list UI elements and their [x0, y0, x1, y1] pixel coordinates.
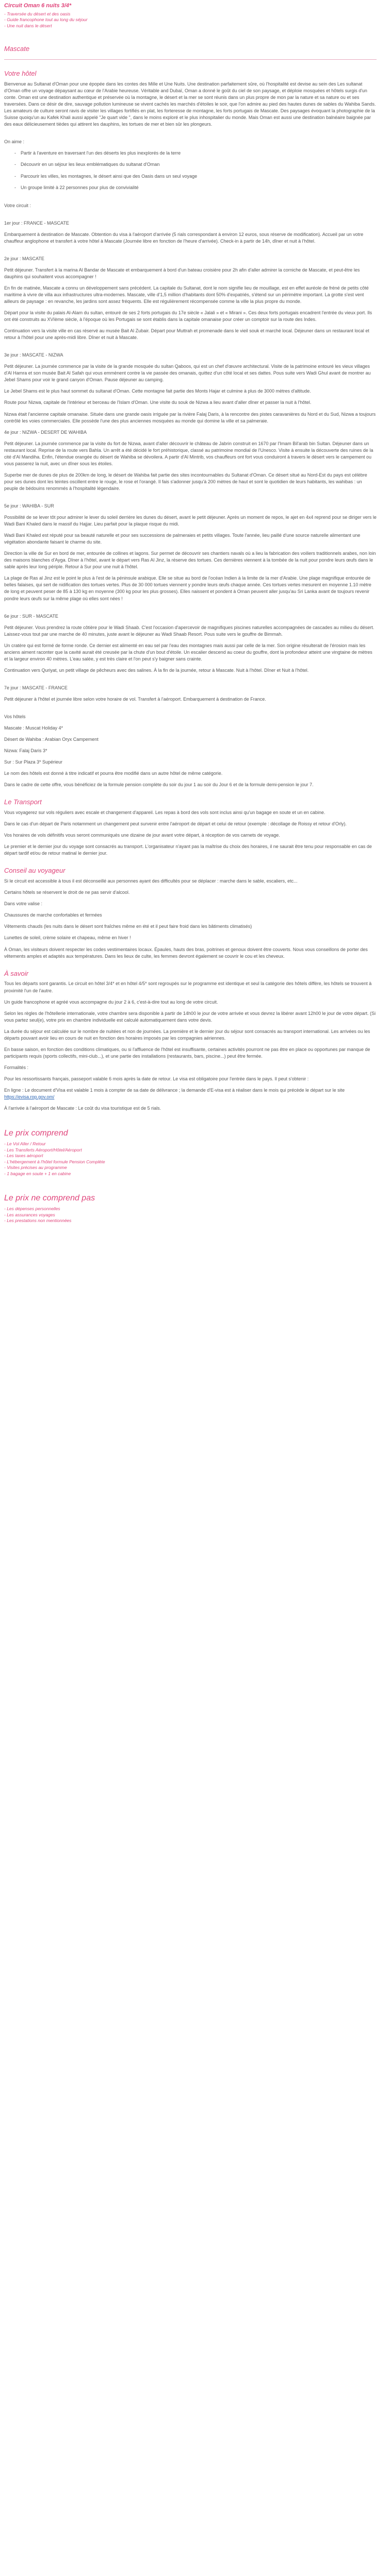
- avoir-text: En basse saison, en fonction des conditions climatiques, ou si l'affluence de l'hôtel est insuffisante, certaines activités pourront ne pas être en place ou opportunes par manque de participants requis (sports collectifs, mini-club...), et une partie des installations (restaurants, bars, piscine...) peut être fermée.: [4, 1046, 370, 1059]
- conseils-text: Chaussures de marche confortables et fermées: [4, 912, 102, 918]
- evisa-text: En ligne : Le document d'Visa est valable 1 mois à compter de sa date de délivrance ; la demande d'E-visa est à réaliser dans le mois qui précède le départ sur le site: [4, 1087, 345, 1093]
- conseils-heading: Conseil au voyageur: [4, 867, 66, 875]
- hotel-heading: Votre hôtel: [4, 70, 37, 78]
- prix-ne-comprend-heading: Le prix ne comprend pas: [4, 1194, 95, 1203]
- list-item: - Les Transferts Aéroport/Hôtel/Aéroport: [4, 1147, 82, 1153]
- list-item: - Les prestations non mentionnées: [4, 1218, 72, 1224]
- hotels-note: Dans le cadre de cette offre, vous bénéficiez de la formule pension complète du soir du jour 1 au soir du Jour 6 et de la formule demi-pension le jour 7.: [4, 782, 314, 788]
- day-7: [4, 685, 377, 703]
- day-3: [4, 352, 377, 424]
- day-text: Petit déjeuner à l'hôtel et journée libre selon votre horaire de vol. Transfert à l'aéroport. Embarquement à destination de France.: [4, 696, 266, 702]
- day-text: Wadi Bani Khaled est réputé pour sa beauté naturelle et pour ses successions de palmeraies et petits villages. Toute l'année, lieu paillé d'une source naturelle alimentant une végétation abondante faisant le charme du site.: [4, 533, 361, 545]
- day-heading: 1er jour : FRANCE - MASCATE: [4, 220, 69, 226]
- avoir-text: Tous les départs sont garantis. Le circuit en hôtel 3/4* et en hôtel 4/5* sont regroupés sur le programme est identique et seul la catégorie des hôtels diffère, les hôtels se trouvent à proximité l'un de l'autre.: [4, 981, 372, 993]
- day-5: [4, 503, 377, 602]
- hotel-line: Mascate : Muscat Holiday 4*: [4, 725, 63, 731]
- day-text: Embarquement à destination de Mascate. Obtention du visa à l'aéroport d'arrivée (5 rials correspondant à environ 12 euros, sous réserve de modification). Accueil par un votre chauffeur anglophone et transfert à votre hôtel à Mascate (Journée libre en fonction de l'heure d'arrivée). Check-in à partir de 14h, dîner et nuit à l'hôtel.: [4, 231, 364, 244]
- transport-heading: Le Transport: [4, 798, 42, 806]
- day-text: Petit déjeuner. La journée commence par la visite du fort de Nizwa, avant d'aller découvrir le château de Jabrin construit en 1670 par l'Imam Bil'arab bin Sultan. Déjeuner dans un restaurant local. Reprise de la route vers Bahla. Un arrêt a été décidé le fort préhistorique, classé au patrimoine mondial de l'Unesco. Visite à ensuite la découverte des ruines de la cité d'Al Mandiha. Enfin, l'étendue orangée du désert de Wahiba se dévoilera. A partir d'Al Mintrib, vos chauffeurs ont fort vous conduiront à travers le désert vers le campement ou vous passerez la nuit, avec un dîner sous les étoiles.: [4, 440, 373, 466]
- conseils-text: Certains hôtels se réservent le droit de ne pas servir d'alcool.: [4, 890, 130, 895]
- avoir-text: [4, 1087, 377, 1100]
- day-text: Possibilité de se lever tôt pour admirer le lever du soleil derrière les dunes du désert, avant le petit déjeuner. Après un moment de repos, le ajet en 4x4 reprend pour se diriger vers le Wadi Bani Khaled dans le massif du Hajjar. Lieu parfait pour la plaque risque du midi.: [4, 515, 377, 527]
- divider: [4, 59, 377, 60]
- list-item: - Le Vol Aller / Retour: [4, 1141, 46, 1147]
- hotels-label: Vos hôtels: [4, 714, 26, 719]
- hotel-line: Nizwa: Falaj Daris 3*: [4, 748, 47, 754]
- day-6: [4, 613, 377, 674]
- day-text: Petit déjeuner. La journée commence par la visite de la grande mosquée du sultan Qaboos, qui est un chef d'œuvre architectural. Visite de la patrimoine entouré les vieux villages d'Al Hamra et son musée Bait Al Safah qui vous emmènent contre la vie passée des omanais, quittez d'un côté local et ses dattes. Pous suite vers Wadi Ghul avant de montrer au Jebel Shams pour voir le grand canyon d'Oman. Pause déjeuner au camping.: [4, 364, 371, 383]
- day-heading: 6e jour : SUR - MASCATE: [4, 613, 58, 619]
- day-text: Direction la ville de Sur en bord de mer, entourée de collines et lagons. Sur permet de découvrir ses chantiers navals où a lieu la fabrication des voiliers traditionnels arabes, non loin des maisons blanches d'Ayga. Dîner à l'hôtel, avant le départ vers Ras Al Jinz, la réserve des tortues. Ces dernières viennent à la tombée de la nuit pour pondre leurs œufs dans le sable après leur long périple. Retour à Sur pour une nuit à l'hôtel.: [4, 551, 376, 570]
- day-text: Départ pour la visite du palais Al-Alam du sultan, entouré de ses 2 forts portugais du 17e siècle « Jalali » et « Mirani ». Ces deux forts portugais encadrent l'entrée du vieux port. Ils ont été construits au XVIème siècle, à l'époque où les Portugais se sont établis dans la capitale omanaise pour créer un comptoir sur la route des Indes.: [4, 310, 372, 323]
- day-text: Route pour Nizwa, capitale de l'intérieur et berceau de l'Islam d'Oman. Une visite du souk de Nizwa a lieu avant d'aller dîner et passer la nuit à l'hôtel.: [4, 400, 312, 405]
- avoir-text: Formalités :: [4, 1064, 29, 1070]
- hotel-line: Sur : Sur Plaza 3* Supérieur: [4, 759, 63, 765]
- day-text: Un cratère qui est formé de forme ronde. Ce dernier est alimenté en eau sel par l'eau des montagnes mais aussi par celle de la mer. Son origine résulterait de l'érosion mais les anciens aiment raconter que la cavité aurait été creusée par la chute d'un bout d'étoile. Un escalier descend au coeur du gouffre, dont la profondeur atteint une vingtaine de mètres et la largeur environ 40 mètres. L'eau salée, y est très claire et l'on peut s'y baigner sans crainte.: [4, 642, 372, 662]
- list-item: - Les assurances voyages: [4, 1212, 55, 1217]
- conseils-text: Lunettes de soleil, crème solaire et chapeau, même en hiver !: [4, 935, 131, 941]
- day-heading: 7e jour : MASCATE - FRANCE: [4, 685, 68, 690]
- avoir-text: Un guide francophone et agréé vous accompagne du jour 2 à 6, c'est-à-dire tout au long de votre circuit.: [4, 999, 218, 1005]
- list-item: - Les dépenses personnelles: [4, 1206, 60, 1212]
- header: [4, 2, 377, 29]
- header-line: - Une nuit dans le désert: [4, 23, 52, 28]
- day-1: [4, 220, 377, 245]
- day-text: Continuation vers Quriyat, un petit village de pêcheurs avec des salines. À la fin de la journée, retour à Mascate. Nuit à l'hôtel. Dîner et Nuit à l'hôtel.: [4, 667, 309, 673]
- conseils-text: Vêtements chauds (les nuits dans le désert sont fraîches même en été et il peut faire froid dans les bâtiments climatisés): [4, 924, 252, 929]
- conseils-text: Dans votre valise :: [4, 901, 43, 907]
- evisa-link[interactable]: https://evisa.rop.gov.om/: [4, 1094, 55, 1100]
- hotels-section: [4, 714, 377, 788]
- day-text: Le Jebel Shams est le plus haut sommet du sultanat d'Oman. Cette montagne fait partie des Monts Hajar et culmine à plus de 3000 mètres d'altitude.: [4, 388, 311, 394]
- transport-text: Vos horaires de vols définitifs vous seront communiqués une dizaine de jour avant votre départ, à réception de vos carnets de voyage.: [4, 833, 280, 838]
- avoir-text: La durée du séjour est calculée sur le nombre de nuitées et non de journées. La première et le dernier jour du séjour sont consacrés au transport international. Les arrivées ou les départs pouvant avoir lieu en cours de nuit en fonction des horaires imposés par les compagnies aériennes.: [4, 1028, 370, 1041]
- day-heading: 2e jour : MASCATE: [4, 256, 44, 261]
- header-line: - Traversée du désert et des oasis: [4, 11, 71, 16]
- day-text: Nizwa était l'ancienne capitale omanaise. Située dans une grande oasis irriguée par la rivière Falaj Daris, à la rencontre des pistes caravanières du Nord et du Sud, Nizwa a toujours contrôlé les voies commerciales. Elle possède l'une des plus anciennes mosquées au monde qui domine la ville et sa palmeraie.: [4, 411, 376, 423]
- list-item: - Les taxes aéroport: [4, 1153, 43, 1159]
- day-text: Petit déjeuner. Transfert à la marina Al Bandar de Mascate et embarquement à bord d'un bateau croisière pour 2h afin d'aller admirer la corniche de Mascate, et peut-être les dauphins qui souhaitent vous accompagner !: [4, 267, 360, 279]
- avoir-text: Selon les règles de l'hôtellerie internationale, votre chambre sera disponible à partir de 14h00 le jour de votre arrivée et vous devrez la libérer avant 12h00 le jour de votre départ. (Si vous partez seul(e), votre prix en chambre individuelle est calculé automatiquement dans votre devis.: [4, 1010, 376, 1023]
- day-text: La plage de Ras al Jinz est le point le plus à l'est de la péninsule arabique. Elle se situe au bord de l'océan Indien à la limite de la mer d'Arabie. Une plage magnifique entourée de belles falaises, qui sert de nidification des tortues vertes. Plus de 30 000 tortues viennent y pondre leurs œufs chaque année. Ces tortues vertes mesurent en moyenne 1.10 mètre de long et peuvent peser de 85 à 130 kg en moyenne (300 kg pour les plus grosses). Elles naissent et pondent à Oman peuvent aller jusqu'au Sri Lanka avant de toujours revenir pondre leurs œufs sur la même plage où elles sont nées !: [4, 575, 371, 601]
- hotels-note: Le nom des hôtels est donné à titre indicatif et pourra être modifié dans un autre hôtel de même catégorie.: [4, 771, 223, 776]
- conseils-text: À Oman, les visiteurs doivent respecter les codes vestimentaires locaux. Épaules, hauts des bras, poitrines et genoux doivent être couverts. Nous vous conseillons de porter des vêtements amples et adaptés aux températures. Dans les lieux de culte, les femmes devront également se couvrir le cou et les cheveux.: [4, 946, 368, 959]
- hotel-line: Désert de Wahiba : Arabian Oryx Campement: [4, 737, 99, 742]
- list-item: - Un groupe limité à 22 personnes pour plus de convivialité: [21, 184, 377, 191]
- prix-comprend-heading: Le prix comprend: [4, 1129, 68, 1138]
- day-heading: 3e jour : MASCATE - NIZWA: [4, 352, 63, 358]
- on-aime-label: On aime :: [4, 139, 25, 145]
- list-item: - L'hébergement à l'hôtel formule Pension Complète: [4, 1159, 105, 1164]
- day-text: Superbe mer de dunes de plus de 200km de long, le désert de Wahiba fait partie des sites incontournables du Sultanat d'Oman. Ce désert situé au Nord-Est du pays est célèbre pour ses dunes dont les teintes oscillent entre le rouge, le rose et l'orangé. Il fais s'adonner jusqu'à 200 mètres de haut et sont le quotidien de leurs habitants, les wahibas : un peuple de bédouins renommés à l'hospitalité légendaire.: [4, 472, 367, 491]
- list-item: - Partir à l'aventure en traversant l'un des déserts les plus inexplorés de la terre: [21, 150, 377, 157]
- avoir-heading: À savoir: [4, 969, 28, 977]
- circuit-title: Circuit Oman 6 nuits 3/4*: [4, 3, 72, 9]
- header-line: - Guide francophone tout au long du séjour: [4, 17, 88, 23]
- hotel-intro: Bienvenue au Sultanat d'Oman pour une épopée dans les contes des Mille et Une Nuits. Une destination parfaitement sûre, où l'hospitalité est devise au sein des Les sultanat d'Oman offre un voyage dépaysant au cœur de l'Arabie heureuse. Véritable and Dubaï, Oman a donné le goût du ciel de son paysage, et déploie mosquées et hôtels surgis d'un conte. Oman est une destination authentique et préservée où la montagne, le désert et la mer se sont réunis dans un plus propre de mon par la nature et sa nature ou et ses traversées. Dans ce désir de dire, sauvage pollution lumineuse se vivent cachés les marchés d'étoiles le soir, que l'on admire au pied des hautes dunes de sables du Wahiba Sands. Les amateurs de culture seront ravis de visiter les villages fortifiés en plat, les forteresse de montagne, les forts portugais de Mascate. Des paysages évoquant la photographie de la Suisse quoiqu'un au Kafek Khali aussi appelé "Je quart vide ", dans le moins exploré et le plus inhospitalier du monde. Mais Oman est aussi une destination balnéaire baignée par des eaux délicieusement tièdes qui attirent les dauphins, les tortues de mer et bien sûr les plongeurs.: [4, 81, 376, 127]
- on-aime-list: [4, 150, 377, 191]
- conseils-text: Si le circuit est accessible à tous il est déconseillé aux personnes ayant des difficultés pour se déplacer : marche dans le sable, escaliers, etc...: [4, 878, 298, 884]
- day-text: Continuation vers la visite ville en cas réservé au musée Bait Al Zubair. Départ pour Muttrah et promenade dans le vieil souk et marché local. Déjeuner dans un restaurant local et retour à l'hôtel pour une après-midi libre. Dîner et nuit à Mascate.: [4, 328, 369, 341]
- avoir-text: Pour les ressortissants français, passeport valable 6 mois après la date de retour. Le visa est obligatoire pour l'entrée dans le pays. Il peut s'obtenir :: [4, 1076, 309, 1081]
- day-text: En fin de matinée, Mascate a connu un développement sans précédent. La capitale du Sultanat, dont le nom signifie lieu de mouillage, est en effet auréole de fréné de petits côté maritime à vivre de villa aux infrastructures ultra-modernes. Mascate, ville d'1,5 million d'habitants dont 50% d'expatriés, s'étend sur un périmètre important. La grotte s'est vent ailleurs de paysage : en revanche, les jardins sont assez fréquents. Elle est régulièrement récompensée comme la ville la plus propre du monde.: [4, 285, 369, 304]
- day-4: [4, 429, 377, 492]
- destination-title: Mascate: [4, 45, 30, 53]
- list-item: - Découvrir en un séjour les lieux emblématiques du sultanat d'Oman: [21, 161, 377, 168]
- day-heading: 5e jour : WAHIBA - SUR: [4, 503, 54, 509]
- day-2: [4, 256, 377, 341]
- day-heading: 4e jour : NIZWA - DESERT DE WAHIBA: [4, 429, 87, 435]
- page: [0, 0, 382, 1234]
- circuit-label: Votre circuit :: [4, 202, 31, 208]
- list-item: - 1 bagage en soute + 1 en cabine: [4, 1171, 71, 1176]
- transport-text: Dans le cas d'un départ de Paris notamment un changement peut survenir entre l'aéroport de départ et celui de retour (exemple : décollage de Roissy et retour d'Orly).: [4, 821, 347, 827]
- avoir-text: À l'arrivée à l'aéroport de Mascate : Le coût du visa touristique est de 5 rials.: [4, 1106, 161, 1111]
- transport-text: Le premier et le dernier jour du voyage sont consacrés au transport. L'organisateur n'ayant pas la maîtrise du choix des horaires, il ne saurait être tenu pour responsable en cas de départ tardif et/ou de retour matinal le dernier jour.: [4, 844, 372, 856]
- transport-text: Vous voyagerez sur vols réguliers avec escale et changement d'appareil. Les repas à bord des vols sont inclus ainsi qu'un bagage en soute et un en cabine.: [4, 810, 325, 816]
- list-item: - Visites précises au programme: [4, 1165, 67, 1171]
- day-text: Petit déjeuner. Vous prendrez la route côtière pour le Wadi Shaab. C'est l'occasion d'apercevoir de magnifiques piscines naturelles accompagnées de cascades au milieu du désert. Laissez-vous tout par une marche de 40 minutes, juste avant le déjeuner au Wadi Shaab Resort. Pous suite vers le gouffre de Bimmah.: [4, 624, 374, 637]
- list-item: - Parcourir les villes, les montagnes, le désert ainsi que des Oasis dans un seul voyage: [21, 173, 377, 180]
